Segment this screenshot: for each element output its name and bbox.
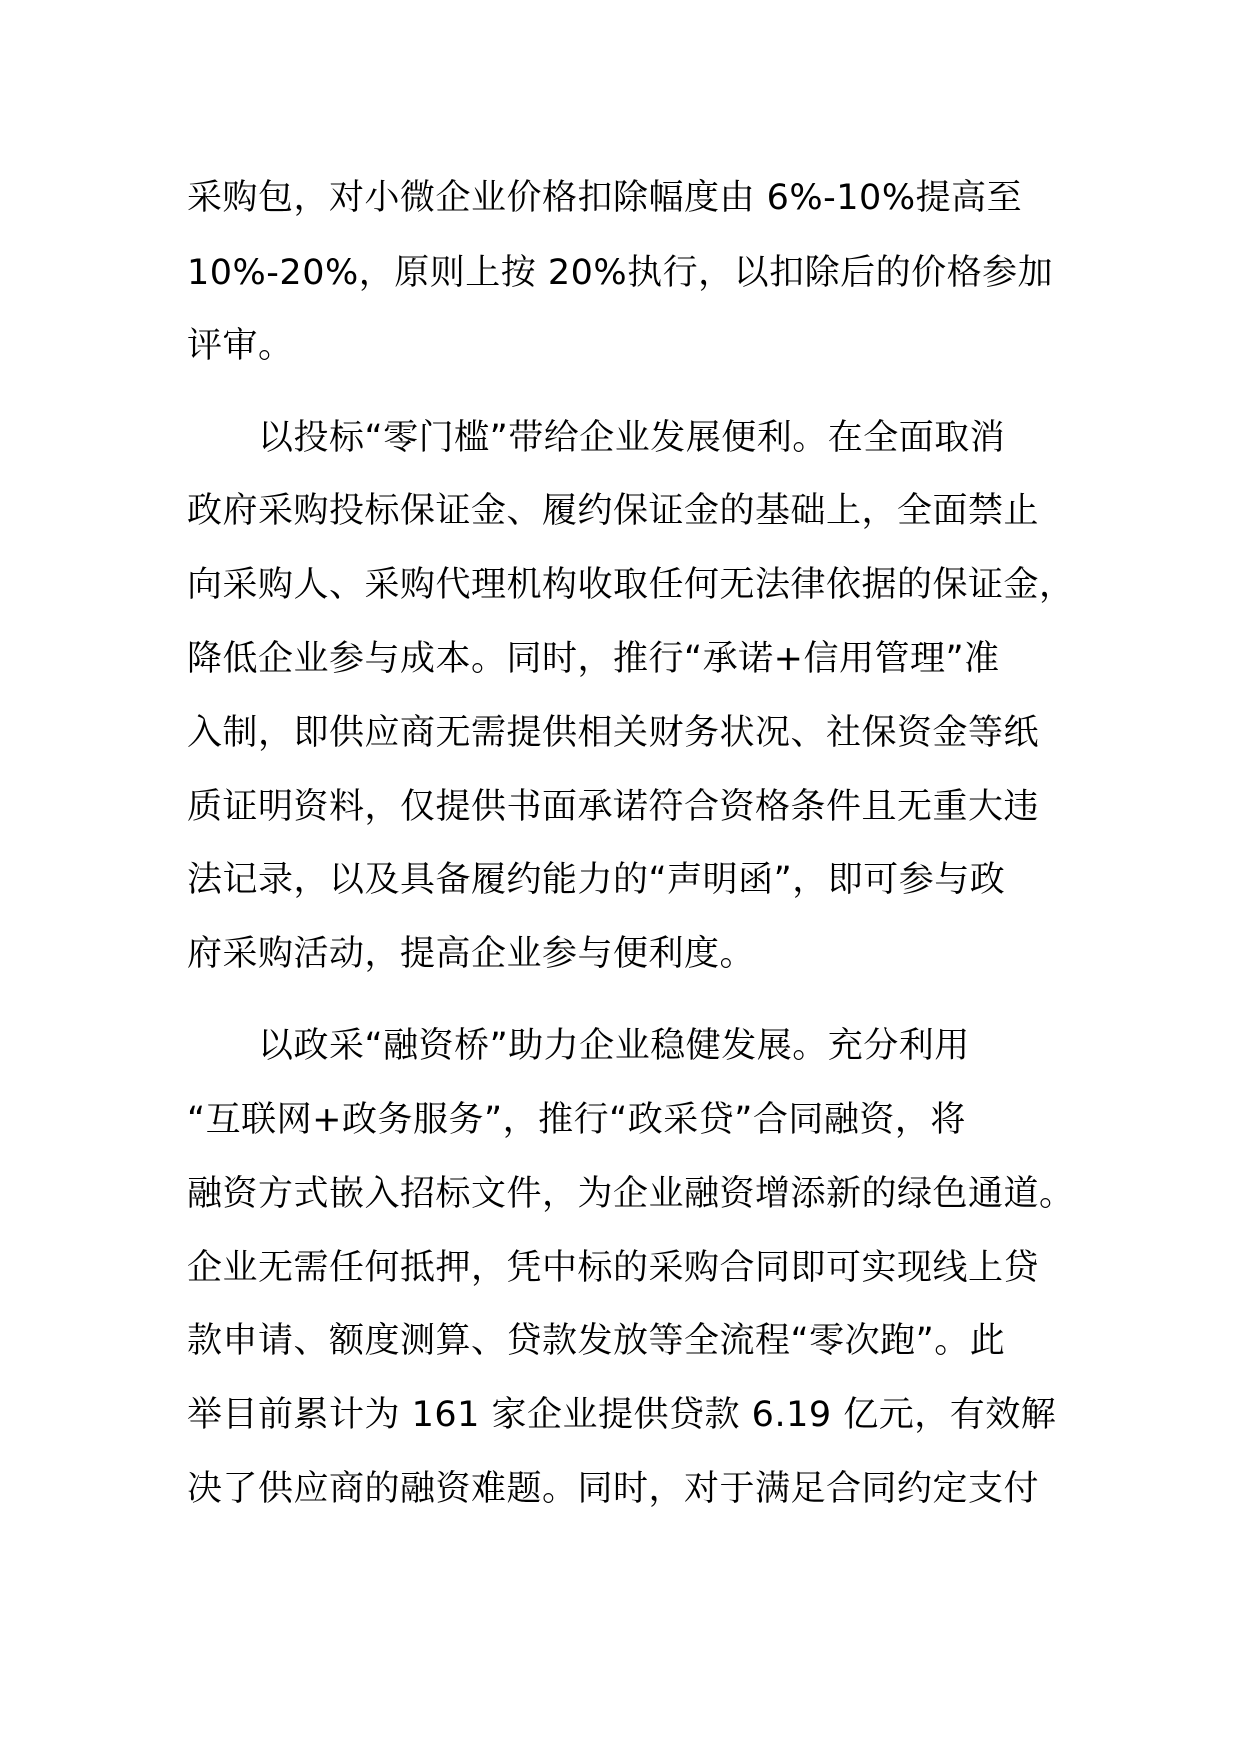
paragraph-2-line-4: 降低企业参与成本。同时，推行“承诺+信用管理”准 <box>187 639 1000 679</box>
paragraph-2-line-3: 向采购人、采购代理机构收取任何无法律依据的保证金， <box>187 565 1075 605</box>
paragraph-1-line-1: 采购包，对小微企业价格扣除幅度由 6%-10%提高至 <box>187 178 1023 218</box>
paragraph-1-line-3: 评审。 <box>187 326 294 366</box>
paragraph-3-line-5: 款申请、额度测算、贷款发放等全流程“零次跑”。此 <box>187 1321 1006 1361</box>
paragraph-2-line-7: 法记录，以及具备履约能力的“声明函”，即可参与政 <box>187 860 1006 900</box>
paragraph-2-line-6: 质证明资料，仅提供书面承诺符合资格条件且无重大违 <box>187 787 1040 827</box>
paragraph-2-line-1: 以投标“零门槛”带给企业发展便利。在全面取消 <box>258 418 1006 458</box>
paragraph-3-line-2: “互联网+政务服务”，推行“政采贷”合同融资，将 <box>187 1100 966 1140</box>
paragraph-2-line-8: 府采购活动，提高企业参与便利度。 <box>187 934 756 974</box>
paragraph-3-line-4: 企业无需任何抵押，凭中标的采购合同即可实现线上贷 <box>187 1248 1040 1288</box>
paragraph-3-line-1: 以政采“融资桥”助力企业稳健发展。充分利用 <box>258 1026 970 1066</box>
paragraph-2-line-2: 政府采购投标保证金、履约保证金的基础上，全面禁止 <box>187 491 1040 531</box>
paragraph-3-line-6: 举目前累计为 161 家企业提供贷款 6.19 亿元，有效解 <box>187 1395 1057 1435</box>
paragraph-1-line-2: 10%-20%，原则上按 20%执行，以扣除后的价格参加 <box>187 253 1054 293</box>
paragraph-2-line-5: 入制，即供应商无需提供相关财务状况、社保资金等纸 <box>187 713 1040 753</box>
paragraph-3-line-3: 融资方式嵌入招标文件，为企业融资增添新的绿色通道。 <box>187 1174 1075 1214</box>
paragraph-3-line-7: 决了供应商的融资难题。同时，对于满足合同约定支付 <box>187 1469 1040 1509</box>
